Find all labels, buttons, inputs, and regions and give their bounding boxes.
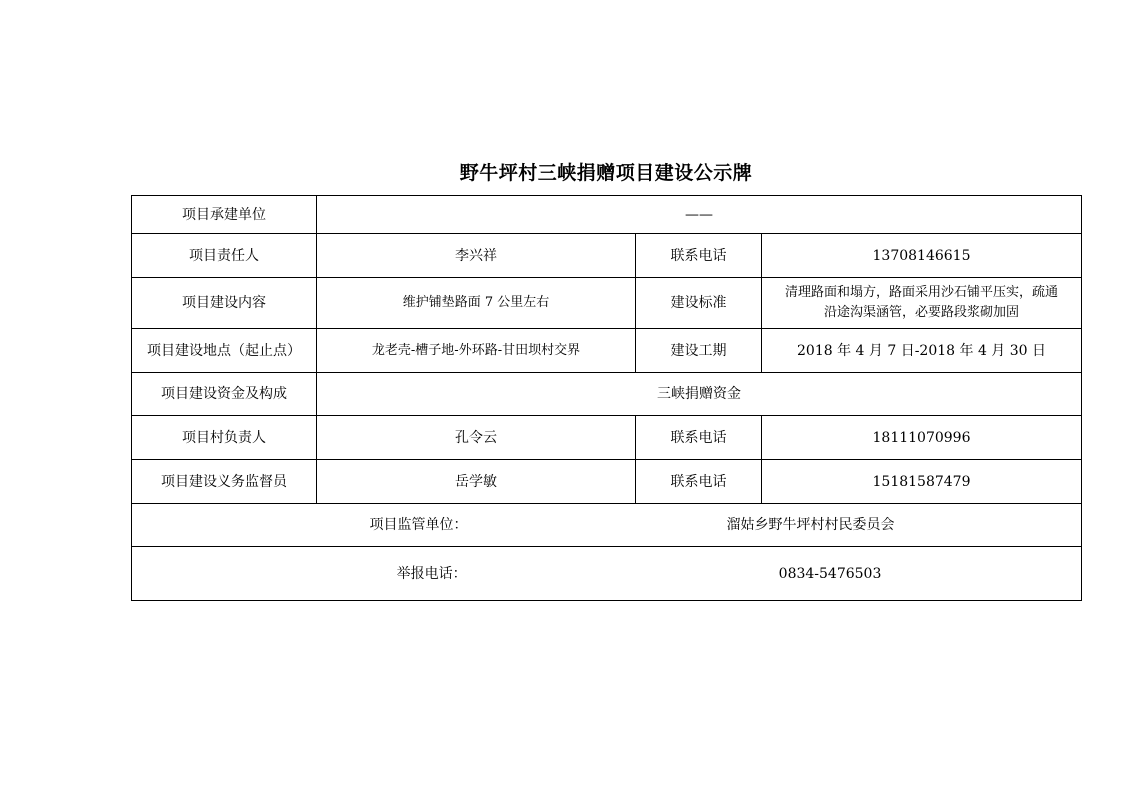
row-responsible-person	[132, 234, 1082, 278]
responsible-phone-label: 联系电话	[636, 234, 762, 278]
construction-content-value: 维护铺垫路面 7 公里左右	[317, 278, 636, 329]
responsible-person-label: 项目责任人	[132, 234, 317, 278]
responsible-person-value: 李兴祥	[317, 234, 636, 278]
construction-standard-value	[762, 278, 1082, 329]
village-head-value: 孔令云	[317, 416, 636, 460]
report-hotline-value: 0834-5476503	[778, 565, 882, 582]
village-head-phone-label: 联系电话	[636, 416, 762, 460]
page-title: 野牛坪村三峡捐赠项目建设公示牌	[459, 162, 753, 184]
row-funding	[132, 373, 1082, 416]
row-report-hotline	[132, 547, 1082, 601]
construction-location-label: 项目建设地点（起止点）	[132, 329, 317, 373]
funding-value: 三峡捐赠资金	[317, 373, 1082, 416]
supervisor-phone-label: 联系电话	[636, 460, 762, 504]
row-construction-content	[132, 278, 1082, 329]
construction-content-label: 项目建设内容	[132, 278, 317, 329]
row-construction-location	[132, 329, 1082, 373]
row-oversight-unit	[132, 504, 1082, 547]
oversight-unit-value: 溜姑乡野牛坪村村民委员会	[726, 517, 895, 533]
construction-unit-value: ——	[317, 196, 1082, 234]
report-hotline-label: 举报电话：	[396, 565, 467, 582]
village-head-label: 项目村负责人	[132, 416, 317, 460]
supervisor-label: 项目建设义务监督员	[132, 460, 317, 504]
supervisor-value: 岳学敏	[317, 460, 636, 504]
row-construction-unit	[132, 196, 1082, 234]
row-village-head	[132, 416, 1082, 460]
construction-standard-line-2: 沿途沟渠涵管，必要路段浆砌加固	[824, 305, 1020, 320]
responsible-phone-value: 13708146615	[762, 234, 1082, 278]
construction-standard-label: 建设标准	[636, 278, 762, 329]
funding-label: 项目建设资金及构成	[132, 373, 317, 416]
oversight-unit-label: 项目监管单位：	[369, 517, 468, 533]
construction-period-label: 建设工期	[636, 329, 762, 373]
supervisor-phone-value: 15181587479	[762, 460, 1082, 504]
construction-location-value: 龙老壳-槽子地-外环路-甘田坝村交界	[317, 329, 636, 373]
oversight-unit-cell	[132, 504, 1082, 547]
village-head-phone-value: 18111070996	[762, 416, 1082, 460]
construction-period-value: 2018 年 4 月 7 日-2018 年 4 月 30 日	[762, 329, 1082, 373]
construction-unit-label: 项目承建单位	[132, 196, 317, 234]
report-hotline-cell	[132, 547, 1082, 601]
row-supervisor	[132, 460, 1082, 504]
construction-standard-line-1: 清理路面和塌方，路面采用沙石铺平压实，疏通	[785, 285, 1059, 300]
notice-table	[131, 195, 1082, 601]
